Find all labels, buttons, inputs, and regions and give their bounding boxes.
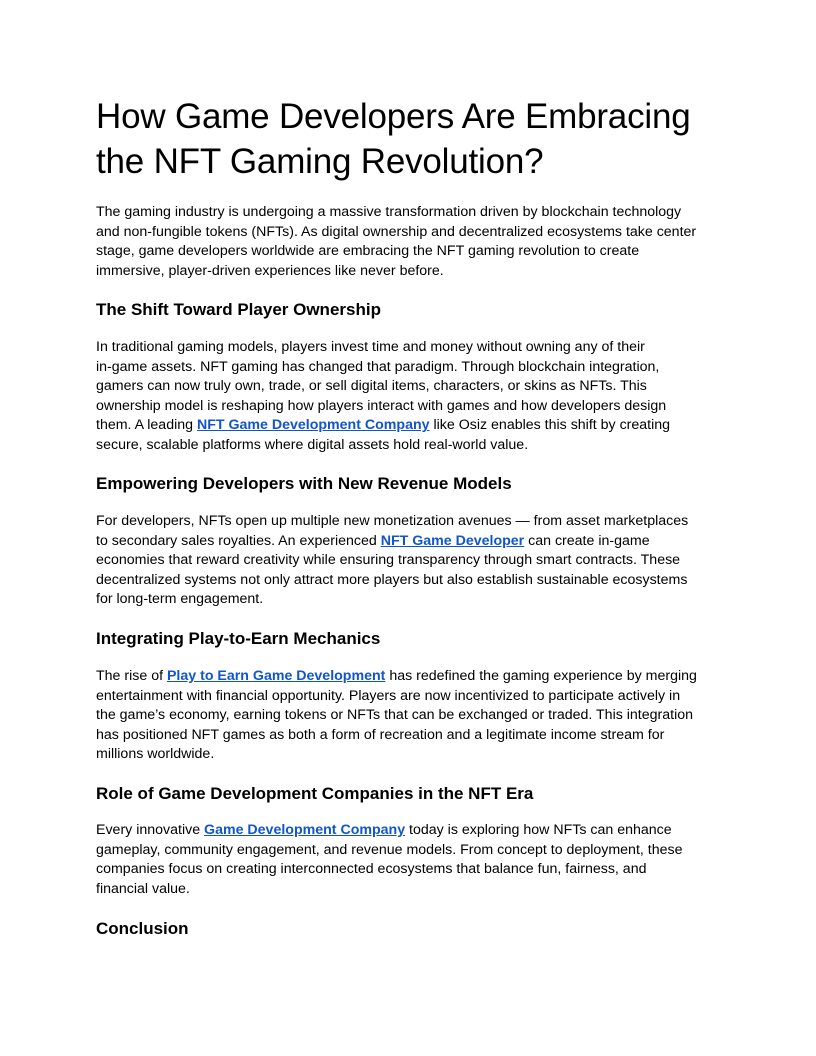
paragraph-play-to-earn [96, 667, 720, 765]
section-heading-player-ownership: The Shift Toward Player Ownership [96, 300, 381, 319]
link-play-to-earn-game-development[interactable]: Play to Earn Game Development [166, 668, 386, 684]
section-heading-conclusion: Conclusion [96, 919, 189, 938]
paragraph-line: immersive, player-driven experiences like never before. [96, 262, 444, 279]
paragraph-player-ownership [96, 338, 720, 456]
link-nft-game-development-company[interactable]: NFT Game Development Company [196, 417, 430, 434]
paragraph-line [96, 416, 720, 436]
text-run: them. A leading [96, 417, 197, 434]
paragraph-line: in-game assets. NFT gaming has changed that paradigm. Through blockchain integration, [96, 358, 660, 375]
paragraph-line: gameplay, community engagement, and revenue models. From concept to deployment, these [96, 841, 683, 858]
link-game-development-company[interactable]: Game Development Company [204, 822, 406, 838]
text-run: to secondary sales royalties. An experienced [96, 532, 381, 549]
paragraph-line: companies focus on creating interconnected ecosystems that balance fun, fairness, and [96, 861, 647, 878]
text-run: today is exploring how NFTs can enhance [405, 822, 672, 838]
paragraph-line: decentralized systems not only attract more players but also establish sustainable ecosystems [96, 571, 688, 588]
section-heading-play-to-earn: Integrating Play-to-Earn Mechanics [96, 629, 381, 648]
paragraph-line: In traditional gaming models, players invest time and money without owning any of their [96, 339, 645, 355]
text-run: has redefined the gaming experience by merging [385, 668, 697, 684]
section-heading-revenue-models: Empowering Developers with New Revenue Models [96, 474, 512, 493]
paragraph-line: and non-fungible tokens (NFTs). As digital ownership and decentralized ecosystems take center [96, 223, 697, 240]
paragraph-line: The gaming industry is undergoing a massive transformation driven by blockchain technology [96, 204, 682, 220]
link-nft-game-developer[interactable]: NFT Game Developer [380, 532, 525, 549]
title-line: How Game Developers Are Embracing [96, 97, 691, 136]
text-run: The rise of [96, 668, 167, 684]
paragraph-revenue-models [96, 512, 720, 610]
paragraph-line [96, 821, 720, 841]
paragraph-line: entertainment with financial opportunity. Players are now incentivized to participate actively in [96, 687, 681, 704]
intro-paragraph [96, 203, 720, 281]
section-heading-game-development-companies: Role of Game Development Companies in the NFT Era [96, 784, 534, 803]
paragraph-line: secure, scalable platforms where digital assets hold real-world value. [96, 436, 529, 453]
paragraph-line: gamers can now truly own, trade, or sell digital items, characters, or skins as NFTs. This [96, 378, 647, 395]
paragraph-line: millions worldwide. [96, 746, 215, 763]
paragraph-line: stage, game developers worldwide are embracing the NFT gaming revolution to create [96, 243, 640, 260]
text-run: can create in-game [524, 532, 650, 549]
paragraph-line: the game’s economy, earning tokens or NFTs that can be exchanged or traded. This integration [96, 707, 694, 724]
paragraph-line: economies that reward creativity while ensuring transparency through smart contracts. These [96, 552, 681, 569]
paragraph-game-development-companies [96, 821, 720, 899]
paragraph-line: For developers, NFTs open up multiple new monetization avenues — from asset marketplaces [96, 513, 689, 529]
paragraph-line: ownership model is reshaping how players interact with games and how developers design [96, 397, 667, 414]
paragraph-line: financial value. [96, 880, 190, 897]
paragraph-line: has positioned NFT games as both a form of recreation and a legitimate income stream for [96, 726, 665, 743]
paragraph-line: for long-term engagement. [96, 591, 264, 608]
text-run: like Osiz enables this shift by creating [429, 417, 671, 434]
paragraph-line [96, 667, 720, 687]
title-line: the NFT Gaming Revolution? [96, 142, 544, 181]
text-run: Every innovative [96, 822, 205, 838]
paragraph-line [96, 532, 720, 552]
page-title [96, 94, 720, 184]
